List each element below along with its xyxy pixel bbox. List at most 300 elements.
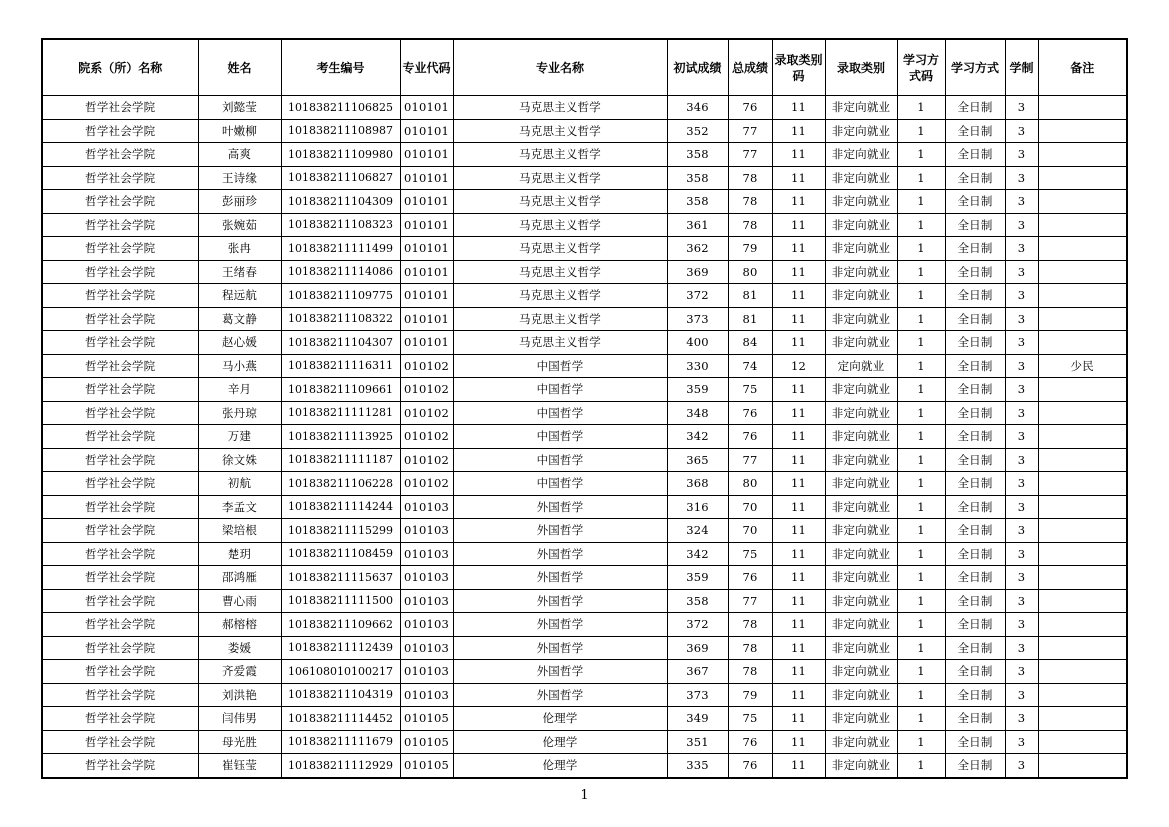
cell-total-score: 78 — [728, 213, 772, 237]
cell-major-name: 外国哲学 — [453, 613, 667, 637]
cell-exam-id: 101838211106228 — [281, 472, 400, 496]
cell-department: 哲学社会学院 — [42, 213, 198, 237]
cell-exam-id: 101838211108987 — [281, 119, 400, 143]
cell-admission-type: 非定向就业 — [825, 448, 897, 472]
cell-admission-code: 11 — [772, 284, 825, 308]
cell-department: 哲学社会学院 — [42, 495, 198, 519]
cell-major-name: 外国哲学 — [453, 660, 667, 684]
cell-total-score: 78 — [728, 166, 772, 190]
cell-major-name: 伦理学 — [453, 754, 667, 778]
cell-major-code: 010101 — [400, 284, 453, 308]
cell-major-code: 010101 — [400, 119, 453, 143]
cell-admission-code: 11 — [772, 472, 825, 496]
cell-study-mode-code: 1 — [897, 707, 945, 731]
cell-name: 楚玥 — [198, 542, 281, 566]
cell-department: 哲学社会学院 — [42, 237, 198, 261]
cell-remarks — [1038, 636, 1127, 660]
table-row — [42, 448, 1127, 472]
cell-remarks — [1038, 331, 1127, 355]
cell-major-name: 中国哲学 — [453, 472, 667, 496]
cell-department: 哲学社会学院 — [42, 284, 198, 308]
cell-admission-type: 非定向就业 — [825, 519, 897, 543]
admission-table — [41, 38, 1128, 779]
cell-major-code: 010103 — [400, 519, 453, 543]
cell-initial-score: 373 — [667, 683, 728, 707]
cell-duration: 3 — [1005, 284, 1038, 308]
header-study-mode: 学习方式 — [945, 39, 1005, 96]
cell-name: 刘懿莹 — [198, 96, 281, 120]
cell-admission-code: 11 — [772, 495, 825, 519]
cell-admission-type: 非定向就业 — [825, 589, 897, 613]
cell-study-mode-code: 1 — [897, 119, 945, 143]
cell-department: 哲学社会学院 — [42, 378, 198, 402]
cell-exam-id: 101838211112929 — [281, 754, 400, 778]
cell-admission-code: 11 — [772, 707, 825, 731]
cell-duration: 3 — [1005, 660, 1038, 684]
cell-total-score: 76 — [728, 730, 772, 754]
cell-name: 马小燕 — [198, 354, 281, 378]
cell-admission-type: 非定向就业 — [825, 613, 897, 637]
cell-exam-id: 101838211111499 — [281, 237, 400, 261]
cell-department: 哲学社会学院 — [42, 707, 198, 731]
cell-admission-code: 11 — [772, 566, 825, 590]
cell-major-code: 010103 — [400, 566, 453, 590]
cell-admission-code: 11 — [772, 378, 825, 402]
cell-admission-type: 非定向就业 — [825, 660, 897, 684]
table-row — [42, 589, 1127, 613]
cell-remarks: 少民 — [1038, 354, 1127, 378]
cell-name: 梁培根 — [198, 519, 281, 543]
cell-remarks — [1038, 730, 1127, 754]
cell-major-name: 中国哲学 — [453, 401, 667, 425]
cell-study-mode: 全日制 — [945, 660, 1005, 684]
cell-total-score: 76 — [728, 566, 772, 590]
header-admission-code: 录取类别码 — [772, 39, 825, 96]
cell-major-code: 010103 — [400, 542, 453, 566]
cell-major-name: 马克思主义哲学 — [453, 260, 667, 284]
cell-major-name: 外国哲学 — [453, 589, 667, 613]
cell-study-mode-code: 1 — [897, 730, 945, 754]
table-row — [42, 284, 1127, 308]
cell-remarks — [1038, 401, 1127, 425]
cell-name: 徐文姝 — [198, 448, 281, 472]
cell-remarks — [1038, 495, 1127, 519]
cell-initial-score: 361 — [667, 213, 728, 237]
cell-initial-score: 365 — [667, 448, 728, 472]
cell-name: 邵鸿雁 — [198, 566, 281, 590]
cell-total-score: 78 — [728, 636, 772, 660]
cell-duration: 3 — [1005, 143, 1038, 167]
cell-duration: 3 — [1005, 448, 1038, 472]
cell-duration: 3 — [1005, 495, 1038, 519]
cell-admission-code: 11 — [772, 542, 825, 566]
cell-department: 哲学社会学院 — [42, 754, 198, 778]
cell-department: 哲学社会学院 — [42, 730, 198, 754]
cell-remarks — [1038, 307, 1127, 331]
cell-study-mode-code: 1 — [897, 166, 945, 190]
cell-major-code: 010102 — [400, 354, 453, 378]
cell-admission-type: 非定向就业 — [825, 284, 897, 308]
cell-study-mode: 全日制 — [945, 613, 1005, 637]
cell-name: 万建 — [198, 425, 281, 449]
cell-name: 张冉 — [198, 237, 281, 261]
cell-study-mode-code: 1 — [897, 401, 945, 425]
cell-department: 哲学社会学院 — [42, 143, 198, 167]
cell-total-score: 77 — [728, 448, 772, 472]
table-row — [42, 707, 1127, 731]
cell-name: 彭丽珍 — [198, 190, 281, 214]
cell-name: 闫伟男 — [198, 707, 281, 731]
cell-total-score: 81 — [728, 307, 772, 331]
cell-study-mode: 全日制 — [945, 542, 1005, 566]
cell-study-mode-code: 1 — [897, 213, 945, 237]
cell-name: 崔钰莹 — [198, 754, 281, 778]
cell-name: 张婉茹 — [198, 213, 281, 237]
cell-exam-id: 101838211111679 — [281, 730, 400, 754]
cell-major-code: 010101 — [400, 307, 453, 331]
cell-name: 张丹琼 — [198, 401, 281, 425]
cell-admission-code: 11 — [772, 213, 825, 237]
header-major-name: 专业名称 — [453, 39, 667, 96]
cell-study-mode: 全日制 — [945, 472, 1005, 496]
cell-remarks — [1038, 237, 1127, 261]
cell-duration: 3 — [1005, 260, 1038, 284]
cell-department: 哲学社会学院 — [42, 166, 198, 190]
cell-study-mode: 全日制 — [945, 754, 1005, 778]
cell-major-name: 马克思主义哲学 — [453, 190, 667, 214]
cell-major-name: 中国哲学 — [453, 354, 667, 378]
cell-name: 程远航 — [198, 284, 281, 308]
cell-major-code: 010101 — [400, 166, 453, 190]
cell-study-mode-code: 1 — [897, 519, 945, 543]
cell-major-name: 外国哲学 — [453, 495, 667, 519]
table-row — [42, 213, 1127, 237]
cell-initial-score: 324 — [667, 519, 728, 543]
cell-study-mode: 全日制 — [945, 566, 1005, 590]
cell-exam-id: 101838211106827 — [281, 166, 400, 190]
cell-initial-score: 358 — [667, 589, 728, 613]
cell-study-mode: 全日制 — [945, 495, 1005, 519]
table-row — [42, 519, 1127, 543]
cell-major-code: 010103 — [400, 495, 453, 519]
cell-major-name: 马克思主义哲学 — [453, 331, 667, 355]
cell-duration: 3 — [1005, 589, 1038, 613]
cell-admission-type: 非定向就业 — [825, 754, 897, 778]
cell-study-mode-code: 1 — [897, 425, 945, 449]
cell-major-name: 马克思主义哲学 — [453, 284, 667, 308]
table-row — [42, 472, 1127, 496]
cell-name: 李孟文 — [198, 495, 281, 519]
cell-major-code: 010101 — [400, 190, 453, 214]
cell-major-code: 010102 — [400, 472, 453, 496]
cell-major-name: 中国哲学 — [453, 448, 667, 472]
cell-study-mode-code: 1 — [897, 660, 945, 684]
cell-remarks — [1038, 96, 1127, 120]
cell-admission-code: 11 — [772, 260, 825, 284]
cell-major-code: 010102 — [400, 401, 453, 425]
cell-total-score: 76 — [728, 425, 772, 449]
cell-remarks — [1038, 284, 1127, 308]
cell-initial-score: 359 — [667, 566, 728, 590]
cell-initial-score: 367 — [667, 660, 728, 684]
cell-major-name: 外国哲学 — [453, 566, 667, 590]
cell-exam-id: 101838211108459 — [281, 542, 400, 566]
cell-department: 哲学社会学院 — [42, 401, 198, 425]
cell-admission-code: 11 — [772, 307, 825, 331]
cell-admission-type: 非定向就业 — [825, 190, 897, 214]
cell-major-code: 010103 — [400, 683, 453, 707]
cell-study-mode-code: 1 — [897, 683, 945, 707]
cell-major-code: 010105 — [400, 730, 453, 754]
cell-duration: 3 — [1005, 401, 1038, 425]
cell-study-mode-code: 1 — [897, 190, 945, 214]
table-row — [42, 237, 1127, 261]
table-row — [42, 96, 1127, 120]
cell-study-mode-code: 1 — [897, 260, 945, 284]
cell-duration: 3 — [1005, 354, 1038, 378]
cell-study-mode-code: 1 — [897, 754, 945, 778]
cell-remarks — [1038, 707, 1127, 731]
cell-major-name: 伦理学 — [453, 707, 667, 731]
cell-remarks — [1038, 519, 1127, 543]
cell-admission-type: 非定向就业 — [825, 260, 897, 284]
cell-admission-type: 非定向就业 — [825, 425, 897, 449]
cell-initial-score: 349 — [667, 707, 728, 731]
cell-department: 哲学社会学院 — [42, 190, 198, 214]
cell-duration: 3 — [1005, 237, 1038, 261]
cell-initial-score: 358 — [667, 166, 728, 190]
cell-major-code: 010102 — [400, 425, 453, 449]
table-row — [42, 119, 1127, 143]
cell-department: 哲学社会学院 — [42, 331, 198, 355]
cell-initial-score: 346 — [667, 96, 728, 120]
cell-study-mode-code: 1 — [897, 378, 945, 402]
cell-exam-id: 101838211115637 — [281, 566, 400, 590]
table-row — [42, 425, 1127, 449]
cell-exam-id: 101838211113925 — [281, 425, 400, 449]
cell-duration: 3 — [1005, 307, 1038, 331]
header-remarks: 备注 — [1038, 39, 1127, 96]
cell-study-mode-code: 1 — [897, 636, 945, 660]
cell-department: 哲学社会学院 — [42, 472, 198, 496]
table-row — [42, 143, 1127, 167]
cell-major-code: 010101 — [400, 143, 453, 167]
cell-exam-id: 101838211108322 — [281, 307, 400, 331]
cell-study-mode: 全日制 — [945, 143, 1005, 167]
cell-remarks — [1038, 589, 1127, 613]
cell-admission-code: 11 — [772, 613, 825, 637]
cell-study-mode: 全日制 — [945, 519, 1005, 543]
cell-name: 娄媛 — [198, 636, 281, 660]
table-row — [42, 660, 1127, 684]
cell-major-name: 外国哲学 — [453, 519, 667, 543]
cell-admission-code: 11 — [772, 660, 825, 684]
cell-admission-code: 11 — [772, 166, 825, 190]
cell-admission-code: 11 — [772, 754, 825, 778]
cell-study-mode-code: 1 — [897, 331, 945, 355]
cell-admission-type: 非定向就业 — [825, 307, 897, 331]
cell-total-score: 78 — [728, 190, 772, 214]
cell-name: 高爽 — [198, 143, 281, 167]
cell-initial-score: 352 — [667, 119, 728, 143]
cell-total-score: 79 — [728, 683, 772, 707]
cell-study-mode-code: 1 — [897, 472, 945, 496]
cell-duration: 3 — [1005, 96, 1038, 120]
cell-total-score: 76 — [728, 754, 772, 778]
cell-major-code: 010103 — [400, 636, 453, 660]
cell-department: 哲学社会学院 — [42, 448, 198, 472]
cell-duration: 3 — [1005, 519, 1038, 543]
cell-initial-score: 400 — [667, 331, 728, 355]
cell-admission-type: 非定向就业 — [825, 96, 897, 120]
cell-study-mode: 全日制 — [945, 166, 1005, 190]
cell-admission-type: 非定向就业 — [825, 119, 897, 143]
cell-study-mode: 全日制 — [945, 237, 1005, 261]
cell-study-mode-code: 1 — [897, 566, 945, 590]
cell-exam-id: 101838211115299 — [281, 519, 400, 543]
cell-study-mode: 全日制 — [945, 589, 1005, 613]
cell-study-mode: 全日制 — [945, 401, 1005, 425]
cell-exam-id: 101838211114244 — [281, 495, 400, 519]
cell-remarks — [1038, 683, 1127, 707]
cell-initial-score: 335 — [667, 754, 728, 778]
cell-department: 哲学社会学院 — [42, 354, 198, 378]
cell-admission-code: 11 — [772, 119, 825, 143]
cell-study-mode: 全日制 — [945, 448, 1005, 472]
cell-major-name: 马克思主义哲学 — [453, 307, 667, 331]
cell-admission-code: 11 — [772, 425, 825, 449]
cell-major-code: 010103 — [400, 613, 453, 637]
cell-department: 哲学社会学院 — [42, 589, 198, 613]
cell-remarks — [1038, 119, 1127, 143]
cell-total-score: 75 — [728, 707, 772, 731]
cell-duration: 3 — [1005, 707, 1038, 731]
cell-remarks — [1038, 143, 1127, 167]
cell-total-score: 79 — [728, 237, 772, 261]
cell-major-name: 中国哲学 — [453, 425, 667, 449]
cell-exam-id: 101838211112439 — [281, 636, 400, 660]
table-row — [42, 754, 1127, 778]
cell-study-mode-code: 1 — [897, 542, 945, 566]
table-row — [42, 495, 1127, 519]
cell-department: 哲学社会学院 — [42, 425, 198, 449]
cell-initial-score: 348 — [667, 401, 728, 425]
cell-duration: 3 — [1005, 166, 1038, 190]
cell-major-name: 外国哲学 — [453, 542, 667, 566]
table-row — [42, 636, 1127, 660]
cell-total-score: 77 — [728, 119, 772, 143]
cell-total-score: 80 — [728, 260, 772, 284]
cell-total-score: 76 — [728, 96, 772, 120]
cell-name: 叶嫩柳 — [198, 119, 281, 143]
cell-remarks — [1038, 448, 1127, 472]
cell-exam-id: 106108010100217 — [281, 660, 400, 684]
cell-major-code: 010103 — [400, 660, 453, 684]
cell-initial-score: 372 — [667, 613, 728, 637]
table-row — [42, 566, 1127, 590]
cell-remarks — [1038, 566, 1127, 590]
table-row — [42, 683, 1127, 707]
cell-duration: 3 — [1005, 566, 1038, 590]
cell-department: 哲学社会学院 — [42, 519, 198, 543]
table-row — [42, 260, 1127, 284]
cell-initial-score: 373 — [667, 307, 728, 331]
cell-exam-id: 101838211109980 — [281, 143, 400, 167]
cell-major-name: 马克思主义哲学 — [453, 237, 667, 261]
header-row — [42, 39, 1127, 96]
cell-major-name: 中国哲学 — [453, 378, 667, 402]
cell-exam-id: 101838211109661 — [281, 378, 400, 402]
cell-department: 哲学社会学院 — [42, 260, 198, 284]
cell-study-mode: 全日制 — [945, 213, 1005, 237]
cell-name: 葛文静 — [198, 307, 281, 331]
cell-name: 赵心媛 — [198, 331, 281, 355]
cell-study-mode: 全日制 — [945, 119, 1005, 143]
cell-admission-code: 11 — [772, 96, 825, 120]
cell-department: 哲学社会学院 — [42, 613, 198, 637]
cell-major-name: 马克思主义哲学 — [453, 119, 667, 143]
cell-study-mode: 全日制 — [945, 331, 1005, 355]
cell-major-name: 马克思主义哲学 — [453, 166, 667, 190]
cell-department: 哲学社会学院 — [42, 307, 198, 331]
cell-exam-id: 101838211109662 — [281, 613, 400, 637]
cell-name: 辛月 — [198, 378, 281, 402]
cell-admission-type: 非定向就业 — [825, 237, 897, 261]
cell-study-mode: 全日制 — [945, 730, 1005, 754]
cell-name: 王诗缘 — [198, 166, 281, 190]
cell-major-code: 010102 — [400, 378, 453, 402]
cell-initial-score: 342 — [667, 425, 728, 449]
cell-department: 哲学社会学院 — [42, 119, 198, 143]
table-row — [42, 401, 1127, 425]
cell-admission-type: 非定向就业 — [825, 213, 897, 237]
cell-initial-score: 351 — [667, 730, 728, 754]
cell-study-mode: 全日制 — [945, 96, 1005, 120]
header-total-score: 总成绩 — [728, 39, 772, 96]
cell-study-mode-code: 1 — [897, 448, 945, 472]
cell-initial-score: 362 — [667, 237, 728, 261]
cell-duration: 3 — [1005, 378, 1038, 402]
cell-remarks — [1038, 260, 1127, 284]
cell-major-code: 010101 — [400, 260, 453, 284]
header-major-code: 专业代码 — [400, 39, 453, 96]
cell-department: 哲学社会学院 — [42, 660, 198, 684]
cell-duration: 3 — [1005, 613, 1038, 637]
cell-total-score: 70 — [728, 519, 772, 543]
cell-study-mode-code: 1 — [897, 354, 945, 378]
cell-exam-id: 101838211108323 — [281, 213, 400, 237]
cell-admission-type: 非定向就业 — [825, 707, 897, 731]
cell-admission-code: 11 — [772, 730, 825, 754]
table-row — [42, 730, 1127, 754]
cell-total-score: 76 — [728, 401, 772, 425]
table-row — [42, 378, 1127, 402]
cell-major-code: 010101 — [400, 213, 453, 237]
cell-remarks — [1038, 378, 1127, 402]
cell-study-mode-code: 1 — [897, 143, 945, 167]
cell-admission-type: 非定向就业 — [825, 166, 897, 190]
cell-admission-type: 定向就业 — [825, 354, 897, 378]
cell-admission-type: 非定向就业 — [825, 683, 897, 707]
cell-study-mode-code: 1 — [897, 307, 945, 331]
cell-duration: 3 — [1005, 213, 1038, 237]
table-row — [42, 542, 1127, 566]
cell-exam-id: 101838211111187 — [281, 448, 400, 472]
cell-admission-type: 非定向就业 — [825, 472, 897, 496]
cell-remarks — [1038, 472, 1127, 496]
cell-remarks — [1038, 425, 1127, 449]
cell-total-score: 77 — [728, 143, 772, 167]
